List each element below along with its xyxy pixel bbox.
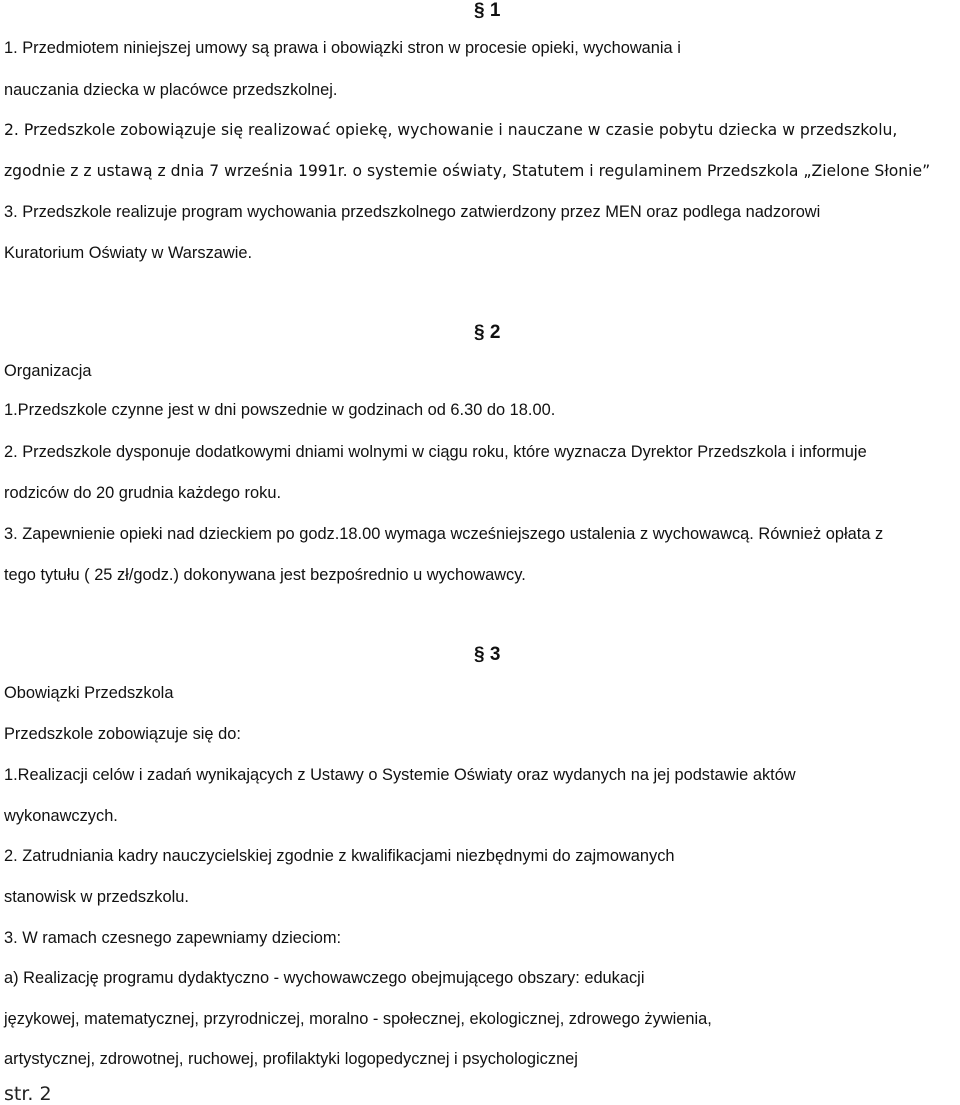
paragraph-line: a) Realizację programu dydaktyczno - wychowawczego obejmującego obszary: edukacji [4,969,645,987]
paragraph-line: 2. Przedszkole zobowiązuje się realizować opiekę, wychowanie i nauczane w czasie pobytu dziecka w przedszkolu, [4,121,898,139]
paragraph-line: 3. W ramach czesnego zapewniamy dzieciom: [4,929,342,947]
paragraph-line: 1.Realizacji celów i zadań wynikających z Ustawy o Systemie Oświaty oraz wydanych na jej podstawie aktów [4,766,796,784]
paragraph-line: stanowisk w przedszkolu. [4,888,189,906]
paragraph-line: 3. Przedszkole realizuje program wychowania przedszkolnego zatwierdzony przez MEN oraz podlega nadzorowi [4,203,821,221]
paragraph-line: wykonawczych. [4,807,118,825]
paragraph-line: 3. Zapewnienie opieki nad dzieckiem po godz.18.00 wymaga wcześniejszego ustalenia z wychowawcą. Również opłata z [4,525,884,543]
paragraph-line: 2. Przedszkole dysponuje dodatkowymi dniami wolnymi w ciągu roku, które wyznacza Dyrektor Przedszkola i informuje [4,443,867,461]
paragraph-line: językowej, matematycznej, przyrodniczej, moralno - społecznej, ekologicznej, zdrowego żywienia, [4,1010,712,1028]
page-number: str. 2 [4,1083,52,1105]
section-1-heading: § 1 [474,0,501,21]
paragraph-line: Przedszkole zobowiązuje się do: [4,725,241,743]
paragraph-line: Kuratorium Oświaty w Warszawie. [4,244,253,262]
paragraph-line: 2. Zatrudniania kadry nauczycielskiej zgodnie z kwalifikacjami niezbędnymi do zajmowanych [4,847,675,865]
section-2-heading: § 2 [474,322,501,343]
paragraph-line: zgodnie z z ustawą z dnia 7 września 1991r. o systemie oświaty, Statutem i regulaminem Przedszkola „Zielone Słonie” [4,162,931,180]
section-3-heading: § 3 [474,644,501,665]
section-2-title: Organizacja [4,362,92,380]
paragraph-line: 1.Przedszkole czynne jest w dni powszednie w godzinach od 6.30 do 18.00. [4,401,556,419]
paragraph-line: 1. Przedmiotem niniejszej umowy są prawa i obowiązki stron w procesie opieki, wychowania i [4,39,681,57]
paragraph-line: artystycznej, zdrowotnej, ruchowej, profilaktyki logopedycznej i psychologicznej [4,1050,578,1068]
paragraph-line: tego tytułu ( 25 zł/godz.) dokonywana jest bezpośrednio u wychowawcy. [4,566,526,584]
paragraph-line: rodziców do 20 grudnia każdego roku. [4,484,281,502]
section-3-title: Obowiązki Przedszkola [4,684,174,702]
paragraph-line: nauczania dziecka w placówce przedszkolnej. [4,81,338,99]
